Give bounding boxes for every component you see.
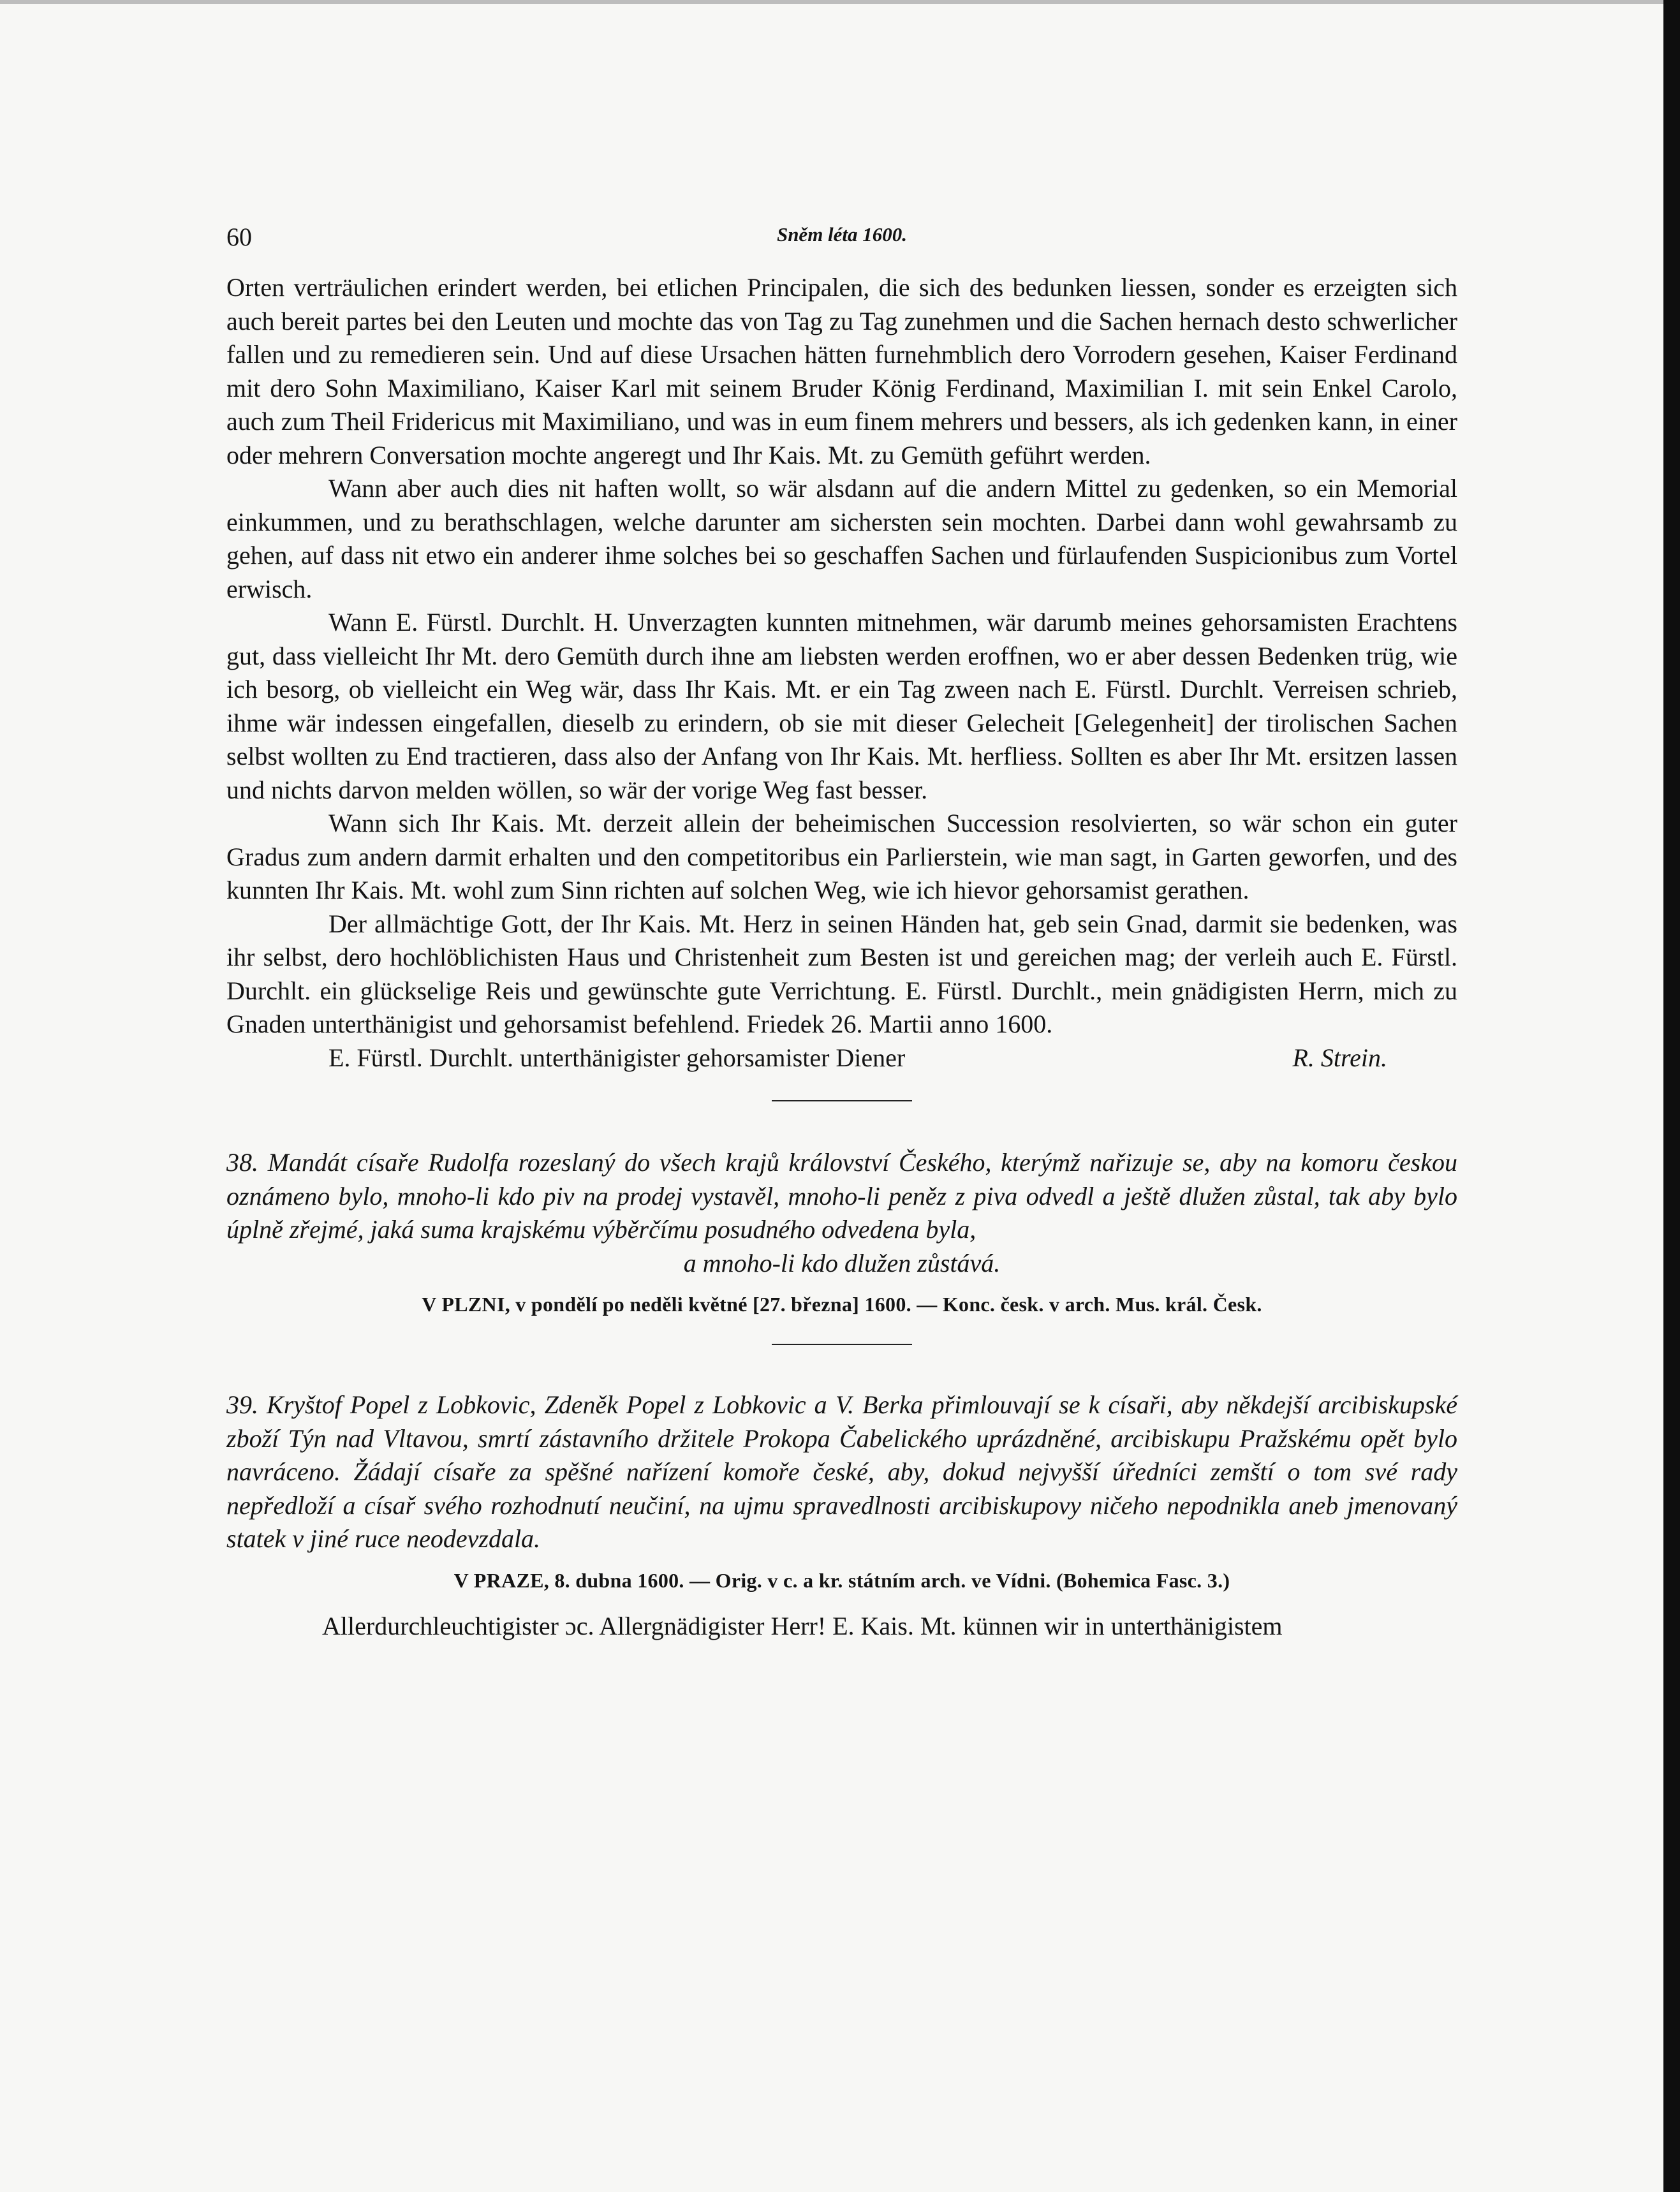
section-divider bbox=[772, 1100, 912, 1101]
letter-paragraph-4: Wann sich Ihr Kais. Mt. derzeit allein der beheimischen Succession resolvierten, so wär schon ein guter Gradus zum andern darmit erhalten und den competitoribus ein Parlierstein, wie man sagt, in Garten geworfen, und des kunnten Ihr Kais. Mt. wohl zum Sinn richten auf solchen Weg, wie ich hievor gehorsamist gerathen. bbox=[226, 809, 1457, 904]
entry-38-heading-text: 38. Mandát císaře Rudolfa rozeslaný do všech krajů království Českého, kterýmž nařizuje se, aby na komoru českou oznámeno bylo, mnoho-li kdo piv na prodej vystavěl, mnoho-li peněz z piva odvedl a ještě dlužen zůstal, tak aby bylo úplně zřejmé, jaká suma krajskému výběrčímu posudného odvedena byla, bbox=[226, 1148, 1457, 1244]
entry-39-opening-line: Allerdurchleuchtigister ɔc. Allergnädigister Herr! E. Kais. Mt. künnen wir in unterthänigistem bbox=[322, 1611, 1283, 1640]
scan-right-edge bbox=[1663, 0, 1680, 2192]
letter-paragraph-3: Wann E. Fürstl. Durchlt. H. Unverzagten kunnten mitnehmen, wär darumb meines gehorsamisten Erachtens gut, dass vielleicht Ihr Mt. dero Gemüth durch ihne am liebsten werden eroffnen, wo er aber dessen Bedenken trüg, wie ich besorg, ob vielleicht ein Weg wär, dass Ihr Kais. Mt. er ein Tag zween nach E. Fürstl. Durchlt. Verreisen schrieb, ihme wär indessen eingefallen, dieselb zu erindern, ob sie mit dieser Gelecheit [Gelegenheit] der tirolischen Sachen selbst wollten zu End tractieren, dass also der Anfang von Ihr Kais. Mt. herfliess. Sollten es aber Ihr Mt. ersitzen lassen und nichts darvon melden wöllen, so wär der vorige Weg fast besser. bbox=[226, 608, 1457, 804]
scan-top-border bbox=[0, 0, 1663, 4]
page-number: 60 bbox=[226, 223, 252, 251]
entry-39-heading: 39. Kryštof Popel z Lobkovic, Zdeněk Popel z Lobkovic a V. Berka přimlouvají se k císaři, aby někdejší arcibiskupské zboží Týn nad Vltavou, smrtí zástavního držitele Prokopa Čabelického uprázdněné, arcibiskupu Pražskému opět bylo navráceno. Žádají císaře za spěšné nařízení komoře české, aby, dokud nejvyšší úředníci zemští o tom své rady nepředloží a císař svého rozhodnutí neučiní, na ujmu spravedlnosti arcibiskupovy ničeho nepodnikla aneb jmenovaný statek v jiné ruce neodevzdala. bbox=[226, 1390, 1457, 1553]
entry-39-citation: V PRAZE, 8. dubna 1600. — Orig. v c. a kr. státním arch. ve Vídni. (Bohemica Fasc. 3.) bbox=[453, 1568, 1230, 1592]
letter-closing: E. Fürstl. Durchlt. unterthänigister gehorsamister Diener bbox=[328, 1043, 906, 1072]
letter-body bbox=[226, 271, 1457, 1041]
letter-paragraph-2: Wann aber auch dies nit haften wollt, so wär alsdann auf die andern Mittel zu gedenken, so ein Memorial einkummen, und zu berathschlagen, welche darunter am sichersten sein mochten. Darbei dann wohl gewahrsamb zu gehen, auf dass nit etwo ein anderer ihme solches bei so geschaffen Sachen und fürlaufenden Suspicionibus zum Vortel erwisch. bbox=[226, 474, 1457, 603]
entry-38-citation: V PLZNI, v pondělí po neděli květné [27. března] 1600. — Konc. česk. v arch. Mus. král. Česk. bbox=[422, 1293, 1262, 1316]
entry-38-heading-last-line: a mnoho-li kdo dlužen zůstává. bbox=[683, 1248, 1001, 1277]
entry-38-heading bbox=[226, 1146, 1457, 1280]
letter-signature-line bbox=[226, 1041, 1457, 1075]
letter-signature: R. Strein. bbox=[1292, 1043, 1387, 1072]
letter-paragraph-5: Der allmächtige Gott, der Ihr Kais. Mt. Herz in seinen Händen hat, geb sein Gnad, darmit sie bedenken, was ihr selbst, dero hochlöblichisten Haus und Christenheit zum Besten ist und gereichen mag; der verleih auch E. Fürstl. Durchlt. ein glückselige Reis und gewünschte gute Verrichtung. E. Fürstl. Durchlt., mein gnädigisten Herrn, mich zu Gnaden unterthänigist und gehorsamist befehlend. Friedek 26. Martii anno 1600. bbox=[226, 909, 1457, 1038]
letter-paragraph-1: Orten verträulichen erindert werden, bei etlichen Principalen, die sich des bedunken liessen, sonder es erzeigten sich auch bereit partes bei den Leuten und mochte das von Tag zu Tag zunehmen und die Sachen hernach desto schwerlicher fallen und zu remedieren sein. Und auf diese Ursachen hätten furnehmblich dero Vorrodern gesehen, Kaiser Ferdinand mit dero Sohn Maximiliano, Kaiser Karl mit seinem Bruder König Ferdinand, Maximilian I. mit sein Enkel Carolo, auch zum Theil Fridericus mit Maximiliano, und was in eum finem mehrers und bessers, als ich gedenken kann, in einer oder mehrern Conversation mochte angeregt und Ihr Kais. Mt. zu Gemüth geführt werden. bbox=[226, 273, 1457, 469]
document-page bbox=[226, 217, 1457, 1643]
running-title: Sněm léta 1600. bbox=[776, 223, 908, 246]
page-header bbox=[226, 217, 1457, 255]
section-divider bbox=[772, 1344, 912, 1345]
